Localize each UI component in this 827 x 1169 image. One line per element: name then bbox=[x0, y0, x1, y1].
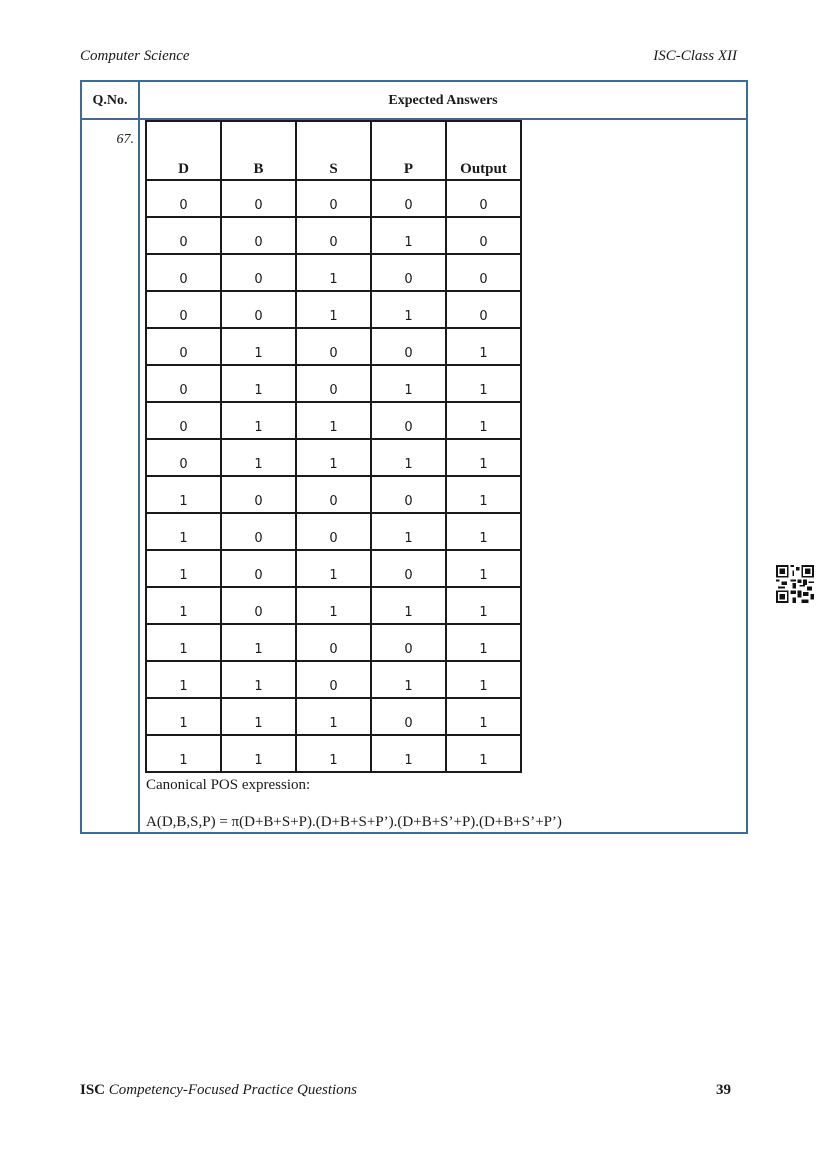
truth-table-cell: 1 bbox=[371, 365, 446, 402]
truth-table-cell: 0 bbox=[371, 328, 446, 365]
truth-table-cell: 0 bbox=[221, 254, 296, 291]
truth-table-cell: 0 bbox=[446, 254, 521, 291]
expected-answers-header: Expected Answers bbox=[388, 93, 498, 108]
truth-table-cell: 0 bbox=[146, 365, 221, 402]
truth-table-cell: 1 bbox=[446, 661, 521, 698]
truth-table-cell: 0 bbox=[146, 439, 221, 476]
truth-table-cell: 0 bbox=[296, 328, 371, 365]
truth-table-cell: 1 bbox=[296, 587, 371, 624]
truth-table-cell: 0 bbox=[146, 291, 221, 328]
col-header-output: Output bbox=[446, 121, 521, 180]
truth-table-cell: 1 bbox=[371, 439, 446, 476]
truth-table-row bbox=[146, 254, 521, 291]
truth-table-cell: 1 bbox=[296, 254, 371, 291]
truth-table-row bbox=[146, 513, 521, 550]
truth-table-cell: 0 bbox=[221, 550, 296, 587]
header-subject: Computer Science bbox=[80, 48, 190, 64]
truth-table-cell: 1 bbox=[446, 365, 521, 402]
truth-table-cell: 0 bbox=[146, 254, 221, 291]
truth-table-row bbox=[146, 328, 521, 365]
truth-table-cell: 1 bbox=[446, 624, 521, 661]
truth-table-cell: 1 bbox=[221, 735, 296, 772]
truth-table-cell: 0 bbox=[221, 587, 296, 624]
truth-table-cell: 0 bbox=[371, 624, 446, 661]
truth-table-cell: 1 bbox=[296, 291, 371, 328]
truth-table-cell: 1 bbox=[221, 661, 296, 698]
column-divider bbox=[138, 82, 140, 832]
truth-table-cell: 0 bbox=[371, 402, 446, 439]
truth-table-row bbox=[146, 291, 521, 328]
truth-table-row bbox=[146, 587, 521, 624]
qr-code-icon[interactable] bbox=[776, 565, 814, 603]
col-header-b: B bbox=[221, 121, 296, 180]
truth-table-cell: 0 bbox=[221, 476, 296, 513]
header-class: ISC-Class XII bbox=[653, 48, 737, 64]
truth-table-cell: 1 bbox=[446, 587, 521, 624]
truth-table-cell: 1 bbox=[146, 476, 221, 513]
truth-table-cell: 0 bbox=[371, 476, 446, 513]
footer-title bbox=[80, 1082, 357, 1099]
truth-table-row bbox=[146, 624, 521, 661]
col-header-p: P bbox=[371, 121, 446, 180]
truth-table-cell: 1 bbox=[146, 550, 221, 587]
truth-table-cell: 1 bbox=[371, 587, 446, 624]
truth-table-cell: 0 bbox=[146, 328, 221, 365]
truth-table-cell: 0 bbox=[296, 661, 371, 698]
truth-table-cell: 1 bbox=[446, 513, 521, 550]
truth-table-cell: 1 bbox=[446, 550, 521, 587]
truth-table-cell: 1 bbox=[221, 698, 296, 735]
truth-table-cell: 0 bbox=[221, 180, 296, 217]
qno-header: Q.No. bbox=[92, 93, 128, 108]
truth-table-cell: 1 bbox=[221, 365, 296, 402]
truth-table-cell: 1 bbox=[221, 328, 296, 365]
truth-table-cell: 1 bbox=[146, 624, 221, 661]
truth-table-row bbox=[146, 402, 521, 439]
truth-table-header-row bbox=[146, 121, 521, 180]
truth-table-row bbox=[146, 365, 521, 402]
truth-table-cell: 1 bbox=[146, 587, 221, 624]
truth-table-cell: 0 bbox=[371, 698, 446, 735]
truth-table-cell: 0 bbox=[296, 513, 371, 550]
truth-table-cell: 1 bbox=[371, 291, 446, 328]
truth-table-cell: 1 bbox=[371, 513, 446, 550]
truth-table-cell: 1 bbox=[146, 735, 221, 772]
truth-table-cell: 1 bbox=[221, 439, 296, 476]
truth-table-cell: 0 bbox=[371, 254, 446, 291]
truth-table-cell: 0 bbox=[296, 180, 371, 217]
truth-table-cell: 1 bbox=[146, 513, 221, 550]
truth-table-cell: 0 bbox=[296, 624, 371, 661]
pos-expression: A(D,B,S,P) = π(D+B+S+P).(D+B+S+P’).(D+B+S’+P).(D+B+S’+P’) bbox=[146, 814, 562, 830]
truth-table-cell: 0 bbox=[221, 291, 296, 328]
col-header-s: S bbox=[296, 121, 371, 180]
truth-table-cell: 0 bbox=[446, 180, 521, 217]
truth-table-cell: 0 bbox=[371, 550, 446, 587]
truth-table-cell: 1 bbox=[371, 735, 446, 772]
truth-table-cell: 0 bbox=[446, 217, 521, 254]
page-number: 39 bbox=[716, 1082, 731, 1098]
truth-table-cell: 1 bbox=[371, 661, 446, 698]
truth-table-cell: 1 bbox=[146, 661, 221, 698]
truth-table-row bbox=[146, 476, 521, 513]
truth-table-cell: 1 bbox=[371, 217, 446, 254]
question-number: 67. bbox=[116, 132, 134, 147]
truth-table-cell: 1 bbox=[446, 735, 521, 772]
truth-table-cell: 0 bbox=[146, 402, 221, 439]
footer-brand: ISC bbox=[80, 1082, 106, 1098]
truth-table-cell: 0 bbox=[296, 365, 371, 402]
truth-table-row bbox=[146, 550, 521, 587]
truth-table-cell: 0 bbox=[146, 217, 221, 254]
truth-table-cell: 0 bbox=[371, 180, 446, 217]
truth-table-row bbox=[146, 735, 521, 772]
truth-table-row bbox=[146, 180, 521, 217]
truth-table-cell: 0 bbox=[296, 476, 371, 513]
truth-table-cell: 0 bbox=[296, 217, 371, 254]
footer-subtitle: Competency-Focused Practice Questions bbox=[108, 1082, 358, 1098]
truth-table-cell: 1 bbox=[446, 328, 521, 365]
truth-table-cell: 1 bbox=[446, 402, 521, 439]
truth-table-cell: 1 bbox=[296, 698, 371, 735]
truth-table-cell: 1 bbox=[446, 476, 521, 513]
truth-table-cell: 0 bbox=[221, 217, 296, 254]
truth-table-cell: 0 bbox=[221, 513, 296, 550]
truth-table-cell: 1 bbox=[146, 698, 221, 735]
truth-table-cell: 1 bbox=[221, 402, 296, 439]
truth-table-cell: 0 bbox=[446, 291, 521, 328]
truth-table bbox=[145, 120, 522, 773]
truth-table-cell: 0 bbox=[146, 180, 221, 217]
truth-table-cell: 1 bbox=[296, 735, 371, 772]
truth-table-row bbox=[146, 698, 521, 735]
pos-label: Canonical POS expression: bbox=[146, 777, 311, 793]
truth-table-cell: 1 bbox=[446, 698, 521, 735]
truth-table-cell: 1 bbox=[221, 624, 296, 661]
truth-table-cell: 1 bbox=[296, 439, 371, 476]
truth-table-cell: 1 bbox=[296, 550, 371, 587]
col-header-d: D bbox=[146, 121, 221, 180]
truth-table-row bbox=[146, 661, 521, 698]
truth-table-row bbox=[146, 217, 521, 254]
truth-table-cell: 1 bbox=[296, 402, 371, 439]
truth-table-row bbox=[146, 439, 521, 476]
truth-table-cell: 1 bbox=[446, 439, 521, 476]
